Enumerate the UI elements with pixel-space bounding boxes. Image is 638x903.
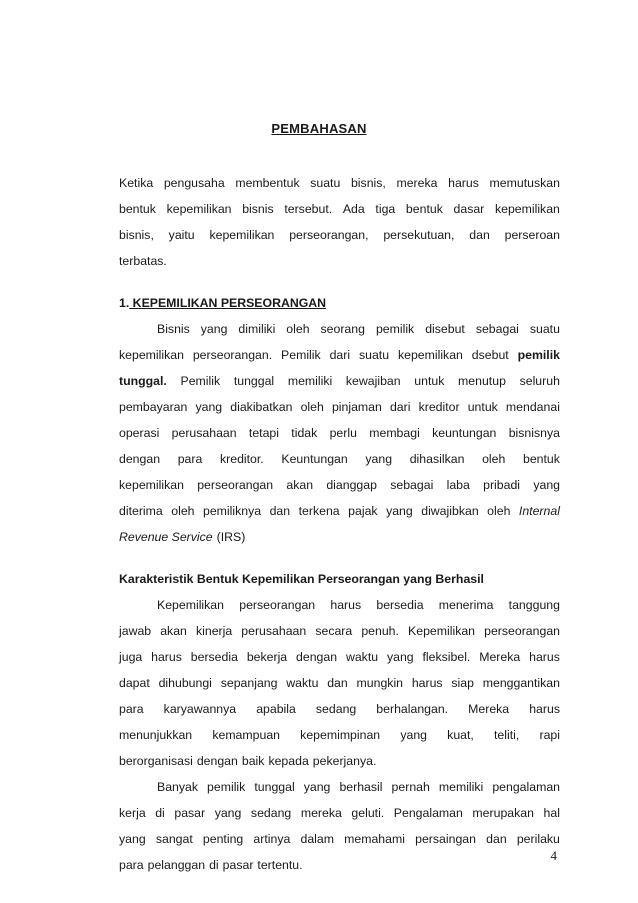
word: Mereka — [479, 650, 521, 664]
word: oleh — [487, 504, 511, 518]
word: berhasil — [339, 780, 383, 794]
text-line — [119, 696, 560, 722]
word: kewajiban — [345, 374, 401, 388]
word: dengan — [196, 754, 238, 768]
word: yang — [365, 452, 393, 466]
word: kepemilikan — [209, 228, 275, 242]
word: kuat, — [447, 728, 474, 742]
word: oleh — [286, 322, 310, 336]
word: Ketika — [119, 176, 154, 190]
word: perlu — [329, 426, 357, 440]
section-number: 1. — [119, 296, 130, 310]
word: bersedia — [190, 650, 238, 664]
word: pekerjanya. — [312, 754, 377, 768]
word: Kepemilikan — [157, 598, 224, 612]
characteristics-paragraph-1 — [119, 592, 560, 774]
word: secara — [315, 624, 353, 638]
word: diakibatkan — [230, 400, 293, 414]
text-line — [119, 196, 560, 222]
word: di — [209, 858, 219, 872]
word: memiliki — [287, 374, 333, 388]
text-line — [119, 342, 560, 368]
text-line — [119, 248, 560, 274]
intro-paragraph — [119, 170, 560, 274]
word: dengan — [296, 650, 338, 664]
word: pemilik — [207, 780, 246, 794]
word: pengalaman — [492, 780, 560, 794]
word: menggantikan — [482, 676, 560, 690]
word: pelanggan — [147, 858, 206, 872]
text-line — [119, 774, 560, 800]
word: pribadi — [483, 478, 521, 492]
word: menunjukkan — [119, 728, 193, 742]
word: kemampuan — [212, 728, 280, 742]
word: mendanai — [505, 400, 560, 414]
word: memahami — [344, 832, 405, 846]
word: suatu — [529, 322, 560, 336]
word: yaitu — [168, 228, 195, 242]
word: rapi — [539, 728, 560, 742]
word: harus — [330, 598, 362, 612]
text-line — [119, 472, 560, 498]
word: tunggal. — [119, 374, 167, 388]
word: berorganisasi — [119, 754, 193, 768]
word: kerja — [119, 806, 146, 820]
word: sebagai — [475, 322, 519, 336]
word: Bisnis — [157, 322, 190, 336]
word: tanggung — [508, 598, 560, 612]
word: keuntungan — [432, 426, 497, 440]
word: sebagai — [390, 478, 434, 492]
text-line — [119, 826, 560, 852]
word: sedang — [315, 702, 357, 716]
word: diwajibkan — [421, 504, 479, 518]
word: kinerja — [195, 624, 233, 638]
word: dasar — [453, 202, 485, 216]
word: pasar — [174, 806, 206, 820]
section1-paragraph — [119, 316, 560, 550]
word: yang — [195, 400, 223, 414]
word: berhalangan. — [376, 702, 449, 716]
word: dan — [469, 228, 490, 242]
word: sangat — [155, 832, 193, 846]
word: terbatas. — [119, 254, 167, 268]
word: harus — [448, 176, 479, 190]
word: dengan — [119, 452, 161, 466]
word: teliti, — [494, 728, 520, 742]
word: kepemimpinan — [300, 728, 381, 742]
word: perseorangan, — [289, 228, 369, 242]
word: perseorangan — [484, 624, 560, 638]
word: para — [119, 702, 144, 716]
word: apabila — [256, 702, 296, 716]
word: memiliki — [438, 780, 484, 794]
word: perseorangan. — [192, 348, 273, 362]
word: laba — [446, 478, 470, 492]
word: jawab — [119, 624, 152, 638]
word: bisnis, — [350, 176, 386, 190]
word: karyawannya — [163, 702, 237, 716]
word: persaingan — [415, 832, 476, 846]
word: juga — [119, 650, 143, 664]
word: pengusaha — [163, 176, 225, 190]
text-line — [119, 670, 560, 696]
word: dan — [486, 832, 507, 846]
word: tiga — [375, 202, 396, 216]
word: pajak — [348, 504, 378, 518]
word: Keuntungan — [281, 452, 348, 466]
word: merupakan — [472, 806, 534, 820]
text-line — [119, 446, 560, 472]
word: siap — [451, 676, 474, 690]
word: yang — [303, 780, 331, 794]
characteristics-paragraph-2 — [119, 774, 560, 878]
word: waktu — [286, 676, 319, 690]
word: mungkin — [356, 676, 404, 690]
word: membagi — [369, 426, 420, 440]
word: perusahaan — [171, 426, 237, 440]
word: Pengalaman — [393, 806, 463, 820]
section-title: KEPEMILIKAN PERSEORANGAN — [129, 296, 327, 310]
word: sedang — [250, 806, 292, 820]
word: seorang — [320, 322, 365, 336]
word: kepemilikan — [494, 202, 560, 216]
word: kreditor — [418, 400, 460, 414]
word: waktu — [345, 650, 379, 664]
word: pernah — [391, 780, 430, 794]
text-line — [119, 524, 560, 550]
word: tidak — [291, 426, 318, 440]
word: harus — [529, 650, 560, 664]
document-body — [119, 170, 560, 878]
word: Banyak — [157, 780, 199, 794]
word: bisnis — [242, 202, 274, 216]
word: dan — [327, 676, 348, 690]
word: oleh — [300, 400, 324, 414]
word: perseroan — [504, 228, 560, 242]
word: tetapi — [248, 426, 279, 440]
word: diterima — [119, 504, 163, 518]
word: seluruh — [519, 374, 560, 388]
word: untuk — [414, 374, 445, 388]
word: akan — [160, 624, 187, 638]
subsection-heading-karakteristik: Karakteristik Bentuk Kepemilikan Perseorangan yang Berhasil — [119, 572, 484, 586]
word: bisnisnya — [508, 426, 560, 440]
word: pasar — [222, 858, 254, 872]
word: perseorangan — [197, 478, 274, 492]
word: bentuk — [119, 202, 156, 216]
word: tersebut. — [284, 202, 333, 216]
word: operasi — [119, 426, 160, 440]
page-title: PEMBAHASAN — [271, 121, 367, 136]
word: perilaku — [516, 832, 560, 846]
word: yang — [386, 650, 414, 664]
word: Pemilik — [180, 374, 221, 388]
word: yang — [214, 806, 242, 820]
text-line — [119, 368, 560, 394]
word: persekutuan, — [383, 228, 455, 242]
word: kepemilikan — [397, 348, 463, 362]
word: tertentu. — [257, 858, 303, 872]
word: baik — [241, 754, 265, 768]
word: pemilik — [375, 322, 415, 336]
text-line — [119, 852, 560, 878]
text-line — [119, 394, 560, 420]
word: Internal — [518, 504, 560, 518]
word: dalam — [300, 832, 334, 846]
word: dianggap — [326, 478, 377, 492]
text-line — [119, 222, 560, 248]
word: suatu — [358, 348, 390, 362]
word: terkena — [298, 504, 340, 518]
text-line — [119, 748, 560, 774]
text-line — [119, 170, 560, 196]
word: artinya — [253, 832, 291, 846]
word: oleh — [482, 452, 506, 466]
text-line — [119, 800, 560, 826]
word: menerima — [438, 598, 494, 612]
word: yang — [119, 832, 146, 846]
word: dihubungi — [158, 676, 212, 690]
page-number: 4 — [550, 848, 557, 863]
word: Ada — [342, 202, 365, 216]
word: pinjaman — [331, 400, 382, 414]
word: pemilik — [517, 348, 560, 362]
text-line — [119, 722, 560, 748]
word: dimiliki — [238, 322, 276, 336]
section-heading-kepemilikan-perseorangan — [119, 290, 560, 316]
word: dari — [329, 348, 351, 362]
word: penuh. — [361, 624, 399, 638]
word: dihasilkan — [409, 452, 465, 466]
word: kepada — [268, 754, 309, 768]
text-line — [119, 644, 560, 670]
word: pembayaran — [119, 400, 188, 414]
word: disebut — [425, 322, 465, 336]
word: tunggal — [254, 780, 295, 794]
word: bentuk — [405, 202, 443, 216]
word: fleksibel. — [422, 650, 471, 664]
word: perseorangan — [239, 598, 316, 612]
text-line — [119, 316, 560, 342]
word: Pemilik — [281, 348, 321, 362]
word: bersedia — [376, 598, 424, 612]
word: tunggal — [233, 374, 275, 388]
word: mereka — [300, 806, 342, 820]
text-line — [119, 420, 560, 446]
word: kreditor. — [219, 452, 264, 466]
word: suatu — [310, 176, 341, 190]
word: bekerja — [246, 650, 288, 664]
word: dari — [389, 400, 411, 414]
word: harus — [529, 702, 560, 716]
word: harus — [151, 650, 182, 664]
word: oleh — [171, 504, 195, 518]
word: kepemilikan — [166, 202, 232, 216]
word: harus — [411, 676, 443, 690]
word: bisnis, — [119, 228, 154, 242]
word: untuk — [467, 400, 498, 414]
word: yang — [400, 728, 427, 742]
word: dapat — [119, 676, 150, 690]
word: membentuk — [235, 176, 300, 190]
word: menutup — [458, 374, 506, 388]
word: pemiliknya — [203, 504, 262, 518]
word: bentuk — [522, 452, 560, 466]
word: kepemilikan — [119, 348, 184, 362]
word: sepanjang — [220, 676, 278, 690]
word: Revenue Service — [119, 530, 213, 544]
word: dsebut — [471, 348, 509, 362]
text-line — [119, 592, 560, 618]
word: di — [155, 806, 165, 820]
word: yang — [200, 322, 228, 336]
word: yang — [533, 478, 560, 492]
word: memutuskan — [489, 176, 560, 190]
word: yang — [386, 504, 413, 518]
word: Mereka — [468, 702, 510, 716]
word: para — [177, 452, 203, 466]
word: akan — [286, 478, 314, 492]
word: penting — [202, 832, 244, 846]
text-line — [119, 618, 560, 644]
word: (IRS) — [216, 530, 246, 544]
word: Kepemilikan — [408, 624, 476, 638]
word: hal — [543, 806, 560, 820]
word: para — [119, 858, 144, 872]
word: kepemilikan — [119, 478, 184, 492]
text-line — [119, 498, 560, 524]
word: mereka — [396, 176, 438, 190]
word: perusahaan — [241, 624, 307, 638]
word: geluti. — [351, 806, 385, 820]
word: dan — [269, 504, 291, 518]
